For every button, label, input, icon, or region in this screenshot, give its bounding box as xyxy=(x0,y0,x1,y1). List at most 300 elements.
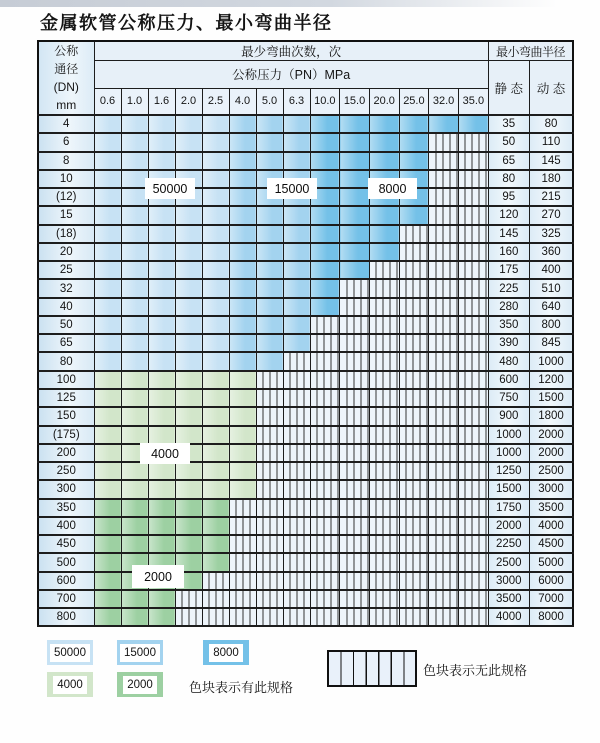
spec-cell-unavailable xyxy=(310,389,340,407)
spec-cell-available xyxy=(175,352,202,370)
spec-cell-unavailable xyxy=(310,499,340,517)
spec-cell-unavailable xyxy=(429,499,459,517)
dn-value: (12) xyxy=(38,188,94,206)
spec-cell-available xyxy=(310,133,340,151)
spec-cell-available xyxy=(202,170,229,188)
spec-cell-available xyxy=(175,115,202,133)
spec-cell-unavailable xyxy=(429,225,459,243)
spec-cell-unavailable xyxy=(429,279,459,297)
spec-cell-available xyxy=(94,152,121,170)
spec-cell-unavailable xyxy=(458,206,488,224)
dynamic-radius-value: 2000 xyxy=(529,444,573,462)
spec-cell-unavailable xyxy=(310,553,340,571)
spec-cell-available xyxy=(310,279,340,297)
static-radius-value: 95 xyxy=(488,188,529,206)
spec-cell-available xyxy=(94,334,121,352)
spec-cell-unavailable xyxy=(340,298,370,316)
spec-cell-available xyxy=(175,517,202,535)
spec-cell-available xyxy=(458,115,488,133)
legend-no-spec-note: 色块表示无此规格 xyxy=(423,663,528,678)
table-row xyxy=(38,279,573,297)
pressure-col-header: 20.0 xyxy=(369,88,399,115)
spec-cell-available xyxy=(175,225,202,243)
static-radius-value: 145 xyxy=(488,225,529,243)
spec-cell-unavailable xyxy=(283,590,310,608)
pressure-col-header: 5.0 xyxy=(256,88,283,115)
spec-cell-available xyxy=(175,480,202,498)
spec-cell-available xyxy=(94,444,121,462)
spec-cell-unavailable xyxy=(429,316,459,334)
spec-cell-unavailable xyxy=(458,279,488,297)
spec-cell-available xyxy=(340,188,370,206)
spec-cell-available xyxy=(310,298,340,316)
table-row xyxy=(38,480,573,498)
spec-cell-unavailable xyxy=(369,261,399,279)
spec-cell-unavailable xyxy=(175,608,202,626)
spec-cell-unavailable xyxy=(340,444,370,462)
table-row xyxy=(38,462,573,480)
dynamic-radius-value: 6000 xyxy=(529,572,573,590)
spec-cell-unavailable xyxy=(310,371,340,389)
spec-cell-available xyxy=(175,133,202,151)
spec-cell-unavailable xyxy=(340,517,370,535)
spec-cell-available xyxy=(148,298,175,316)
spec-cell-available xyxy=(256,133,283,151)
spec-cell-available xyxy=(94,590,121,608)
spec-cell-available xyxy=(229,316,256,334)
spec-cell-available xyxy=(202,115,229,133)
spec-cell-available xyxy=(148,352,175,370)
spec-cell-unavailable xyxy=(369,608,399,626)
spec-cell-unavailable xyxy=(458,462,488,480)
spec-cell-available xyxy=(121,115,148,133)
spec-cell-unavailable xyxy=(256,553,283,571)
static-radius-value: 750 xyxy=(488,389,529,407)
spec-cell-available xyxy=(202,480,229,498)
spec-cell-available xyxy=(340,225,370,243)
spec-cell-available xyxy=(229,188,256,206)
spec-cell-available xyxy=(340,243,370,261)
spec-cell-unavailable xyxy=(399,243,429,261)
spec-cell-unavailable xyxy=(399,407,429,425)
spec-cell-unavailable xyxy=(310,426,340,444)
spec-cell-available xyxy=(202,152,229,170)
legend-swatch-2000 xyxy=(117,672,163,697)
spec-cell-available xyxy=(94,389,121,407)
dynamic-radius-value: 4500 xyxy=(529,535,573,553)
spec-cell-unavailable xyxy=(310,480,340,498)
spec-cell-available xyxy=(121,426,148,444)
spec-cell-unavailable xyxy=(458,352,488,370)
spec-cell-available xyxy=(256,206,283,224)
spec-cell-unavailable xyxy=(399,352,429,370)
cycle-label-8000: 8000 xyxy=(368,178,417,199)
spec-cell-available xyxy=(175,152,202,170)
spec-cell-unavailable xyxy=(340,590,370,608)
spec-cell-available xyxy=(94,499,121,517)
static-radius-value: 1250 xyxy=(488,462,529,480)
static-radius-value: 390 xyxy=(488,334,529,352)
spec-cell-unavailable xyxy=(369,462,399,480)
dynamic-radius-value: 1500 xyxy=(529,389,573,407)
pressure-col-header: 15.0 xyxy=(340,88,370,115)
static-radius-value: 2250 xyxy=(488,535,529,553)
table-row xyxy=(38,261,573,279)
spec-cell-available xyxy=(175,389,202,407)
spec-cell-unavailable xyxy=(256,590,283,608)
spec-cell-available xyxy=(369,206,399,224)
static-radius-value: 175 xyxy=(488,261,529,279)
dn-value: (175) xyxy=(38,426,94,444)
spec-cell-unavailable xyxy=(310,462,340,480)
spec-cell-unavailable xyxy=(458,298,488,316)
spec-cell-available xyxy=(175,426,202,444)
min-bend-radius-header: 最小弯曲半径 xyxy=(488,41,573,61)
spec-cell-available xyxy=(121,590,148,608)
spec-cell-available xyxy=(202,517,229,535)
spec-cell-available xyxy=(148,243,175,261)
spec-cell-available xyxy=(94,115,121,133)
spec-cell-available xyxy=(202,444,229,462)
spec-cell-unavailable xyxy=(340,553,370,571)
spec-cell-unavailable xyxy=(256,535,283,553)
spec-cell-available xyxy=(121,261,148,279)
dynamic-radius-value: 510 xyxy=(529,279,573,297)
spec-cell-unavailable xyxy=(458,389,488,407)
spec-cell-unavailable xyxy=(340,371,370,389)
spec-cell-unavailable xyxy=(283,535,310,553)
dynamic-radius-value: 2000 xyxy=(529,426,573,444)
spec-cell-available xyxy=(94,517,121,535)
legend-swatch-8000 xyxy=(203,640,249,665)
dynamic-radius-value: 80 xyxy=(529,115,573,133)
nominal-pressure-header: 公称压力（PN）MPa xyxy=(94,61,488,89)
static-radius-value: 120 xyxy=(488,206,529,224)
spec-cell-unavailable xyxy=(310,517,340,535)
pressure-col-header: 4.0 xyxy=(229,88,256,115)
pressure-col-header: 10.0 xyxy=(310,88,340,115)
spec-cell-unavailable xyxy=(399,334,429,352)
spec-cell-unavailable xyxy=(283,389,310,407)
legend-swatch-4000 xyxy=(47,672,93,697)
spec-cell-available xyxy=(340,261,370,279)
spec-cell-unavailable xyxy=(458,535,488,553)
spec-cell-unavailable xyxy=(429,371,459,389)
spec-cell-unavailable xyxy=(458,243,488,261)
spec-cell-unavailable xyxy=(202,572,229,590)
table-row xyxy=(38,334,573,352)
spec-cell-available xyxy=(148,316,175,334)
dn-value: 100 xyxy=(38,371,94,389)
spec-cell-available xyxy=(369,225,399,243)
spec-cell-available xyxy=(94,298,121,316)
pressure-col-header: 32.0 xyxy=(429,88,459,115)
dynamic-radius-value: 145 xyxy=(529,152,573,170)
spec-cell-unavailable xyxy=(429,352,459,370)
spec-cell-unavailable xyxy=(310,407,340,425)
spec-cell-available xyxy=(94,133,121,151)
spec-cell-available xyxy=(229,352,256,370)
spec-cell-unavailable xyxy=(429,243,459,261)
legend-swatch-label: 15000 xyxy=(120,644,160,662)
spec-cell-available xyxy=(121,462,148,480)
spec-cell-available xyxy=(202,279,229,297)
spec-cell-available xyxy=(94,316,121,334)
dn-value: 25 xyxy=(38,261,94,279)
spec-cell-available xyxy=(310,115,340,133)
spec-cell-unavailable xyxy=(369,426,399,444)
spec-cell-available xyxy=(283,225,310,243)
spec-cell-available xyxy=(202,206,229,224)
spec-cell-unavailable xyxy=(429,334,459,352)
spec-cell-available xyxy=(340,206,370,224)
spec-cell-available xyxy=(229,334,256,352)
dn-value: 80 xyxy=(38,352,94,370)
dn-value: 15 xyxy=(38,206,94,224)
spec-cell-available xyxy=(121,316,148,334)
dn-value: 40 xyxy=(38,298,94,316)
static-radius-value: 280 xyxy=(488,298,529,316)
spec-cell-available xyxy=(202,499,229,517)
spec-cell-unavailable xyxy=(310,572,340,590)
dynamic-radius-value: 5000 xyxy=(529,553,573,571)
spec-cell-available xyxy=(94,480,121,498)
legend-swatch-label: 8000 xyxy=(209,644,243,662)
dn-value: 200 xyxy=(38,444,94,462)
spec-cell-unavailable xyxy=(399,553,429,571)
spec-cell-unavailable xyxy=(340,572,370,590)
static-radius-value: 900 xyxy=(488,407,529,425)
spec-cell-available xyxy=(175,407,202,425)
table-row xyxy=(38,517,573,535)
table-row xyxy=(38,352,573,370)
spec-cell-available xyxy=(175,371,202,389)
spec-cell-available xyxy=(94,352,121,370)
spec-cell-available xyxy=(429,115,459,133)
table-row xyxy=(38,426,573,444)
table-row xyxy=(38,206,573,224)
static-radius-value: 80 xyxy=(488,170,529,188)
spec-cell-available xyxy=(399,206,429,224)
spec-cell-unavailable xyxy=(429,133,459,151)
spec-cell-available xyxy=(121,499,148,517)
spec-cell-unavailable xyxy=(175,590,202,608)
dn-value: 150 xyxy=(38,407,94,425)
spec-cell-available xyxy=(121,608,148,626)
static-radius-value: 65 xyxy=(488,152,529,170)
spec-cell-unavailable xyxy=(256,517,283,535)
spec-cell-unavailable xyxy=(369,389,399,407)
pressure-col-header: 2.5 xyxy=(202,88,229,115)
spec-cell-unavailable xyxy=(369,279,399,297)
spec-cell-unavailable xyxy=(458,407,488,425)
spec-cell-unavailable xyxy=(458,316,488,334)
spec-cell-available xyxy=(256,352,283,370)
spec-cell-available xyxy=(121,480,148,498)
dn-value: (18) xyxy=(38,225,94,243)
dynamic-radius-value: 400 xyxy=(529,261,573,279)
spec-cell-available xyxy=(229,371,256,389)
dynamic-radius-value: 180 xyxy=(529,170,573,188)
dynamic-radius-value: 360 xyxy=(529,243,573,261)
spec-cell-available xyxy=(229,444,256,462)
spec-cell-available xyxy=(283,298,310,316)
spec-cell-available xyxy=(121,279,148,297)
spec-cell-unavailable xyxy=(229,608,256,626)
spec-cell-unavailable xyxy=(310,334,340,352)
spec-cell-available xyxy=(94,371,121,389)
spec-cell-available xyxy=(369,243,399,261)
spec-cell-unavailable xyxy=(399,426,429,444)
spec-cell-unavailable xyxy=(310,608,340,626)
spec-cell-available xyxy=(229,279,256,297)
dn-header-line: mm xyxy=(56,98,77,112)
spec-cell-available xyxy=(340,115,370,133)
spec-cell-unavailable xyxy=(283,608,310,626)
pressure-col-header: 2.0 xyxy=(175,88,202,115)
spec-cell-available xyxy=(94,553,121,571)
dynamic-radius-value: 215 xyxy=(529,188,573,206)
static-radius-value: 1500 xyxy=(488,480,529,498)
spec-cell-available xyxy=(310,225,340,243)
spec-cell-available xyxy=(94,608,121,626)
table-row xyxy=(38,590,573,608)
spec-cell-unavailable xyxy=(429,188,459,206)
spec-cell-available xyxy=(121,298,148,316)
spec-cell-available xyxy=(229,115,256,133)
spec-cell-available xyxy=(94,188,121,206)
table-row xyxy=(38,553,573,571)
spec-cell-unavailable xyxy=(229,535,256,553)
spec-cell-available xyxy=(256,316,283,334)
dn-value: 8 xyxy=(38,152,94,170)
dn-value: 400 xyxy=(38,517,94,535)
dn-value: 250 xyxy=(38,462,94,480)
table-row xyxy=(38,243,573,261)
spec-cell-unavailable xyxy=(229,590,256,608)
spec-cell-available xyxy=(202,188,229,206)
spec-cell-available xyxy=(399,133,429,151)
spec-cell-unavailable xyxy=(340,389,370,407)
spec-cell-available xyxy=(399,152,429,170)
spec-cell-unavailable xyxy=(369,572,399,590)
spec-cell-unavailable xyxy=(340,279,370,297)
table-row xyxy=(38,225,573,243)
spec-cell-unavailable xyxy=(256,462,283,480)
spec-cell-available xyxy=(148,462,175,480)
static-radius-value: 160 xyxy=(488,243,529,261)
spec-cell-available xyxy=(148,206,175,224)
table-row xyxy=(38,572,573,590)
dn-value: 450 xyxy=(38,535,94,553)
legend-no-spec-swatch xyxy=(327,650,417,687)
spec-cell-unavailable xyxy=(310,590,340,608)
spec-cell-available xyxy=(283,206,310,224)
dn-header-line: (DN) xyxy=(53,80,79,94)
spec-cell-available xyxy=(148,225,175,243)
spec-cell-unavailable xyxy=(458,608,488,626)
static-radius-value: 3000 xyxy=(488,572,529,590)
spec-cell-unavailable xyxy=(340,535,370,553)
spec-cell-unavailable xyxy=(458,170,488,188)
spec-cell-unavailable xyxy=(458,426,488,444)
legend-swatch-15000 xyxy=(117,640,163,665)
spec-cell-available xyxy=(229,298,256,316)
spec-cell-unavailable xyxy=(399,480,429,498)
dynamic-radius-value: 640 xyxy=(529,298,573,316)
spec-cell-unavailable xyxy=(340,480,370,498)
spec-cell-available xyxy=(369,152,399,170)
spec-cell-available xyxy=(94,243,121,261)
spec-cell-unavailable xyxy=(340,608,370,626)
dynamic-radius-value: 4000 xyxy=(529,517,573,535)
table-row xyxy=(38,535,573,553)
legend-swatch-50000 xyxy=(47,640,93,665)
spec-cell-unavailable xyxy=(458,334,488,352)
spec-cell-available xyxy=(148,389,175,407)
table-row xyxy=(38,152,573,170)
dn-column-header xyxy=(38,41,94,115)
spec-cell-unavailable xyxy=(429,572,459,590)
spec-cell-unavailable xyxy=(429,298,459,316)
spec-cell-available xyxy=(310,152,340,170)
spec-cell-available xyxy=(94,170,121,188)
spec-cell-unavailable xyxy=(429,426,459,444)
spec-cell-unavailable xyxy=(399,499,429,517)
spec-cell-unavailable xyxy=(256,572,283,590)
spec-cell-available xyxy=(148,480,175,498)
spec-cell-unavailable xyxy=(429,444,459,462)
spec-cell-unavailable xyxy=(283,462,310,480)
table-row xyxy=(38,133,573,151)
spec-cell-available xyxy=(202,316,229,334)
static-radius-value: 4000 xyxy=(488,608,529,626)
spec-cell-unavailable xyxy=(202,590,229,608)
static-radius-value: 3500 xyxy=(488,590,529,608)
cycle-label-50000: 50000 xyxy=(145,178,195,199)
spec-cell-available xyxy=(310,243,340,261)
spec-cell-unavailable xyxy=(340,499,370,517)
spec-cell-available xyxy=(148,279,175,297)
spec-cell-available xyxy=(94,462,121,480)
spec-cell-unavailable xyxy=(283,371,310,389)
dynamic-radius-value: 7000 xyxy=(529,590,573,608)
spec-cell-available xyxy=(340,133,370,151)
spec-cell-available xyxy=(94,225,121,243)
spec-cell-unavailable xyxy=(369,590,399,608)
spec-cell-unavailable xyxy=(256,444,283,462)
spec-table xyxy=(37,40,574,627)
spec-cell-available xyxy=(202,133,229,151)
spec-cell-available xyxy=(256,225,283,243)
spec-cell-unavailable xyxy=(399,316,429,334)
spec-cell-available xyxy=(340,152,370,170)
spec-cell-available xyxy=(121,152,148,170)
dn-value: 800 xyxy=(38,608,94,626)
spec-cell-available xyxy=(148,152,175,170)
spec-cell-available xyxy=(148,608,175,626)
spec-cell-unavailable xyxy=(283,407,310,425)
spec-cell-available xyxy=(283,316,310,334)
spec-cell-available xyxy=(121,188,148,206)
spec-cell-unavailable xyxy=(256,499,283,517)
spec-cell-unavailable xyxy=(283,499,310,517)
spec-cell-unavailable xyxy=(458,152,488,170)
spec-cell-available xyxy=(121,352,148,370)
spec-cell-unavailable xyxy=(458,572,488,590)
spec-cell-available xyxy=(148,499,175,517)
table-row xyxy=(38,499,573,517)
